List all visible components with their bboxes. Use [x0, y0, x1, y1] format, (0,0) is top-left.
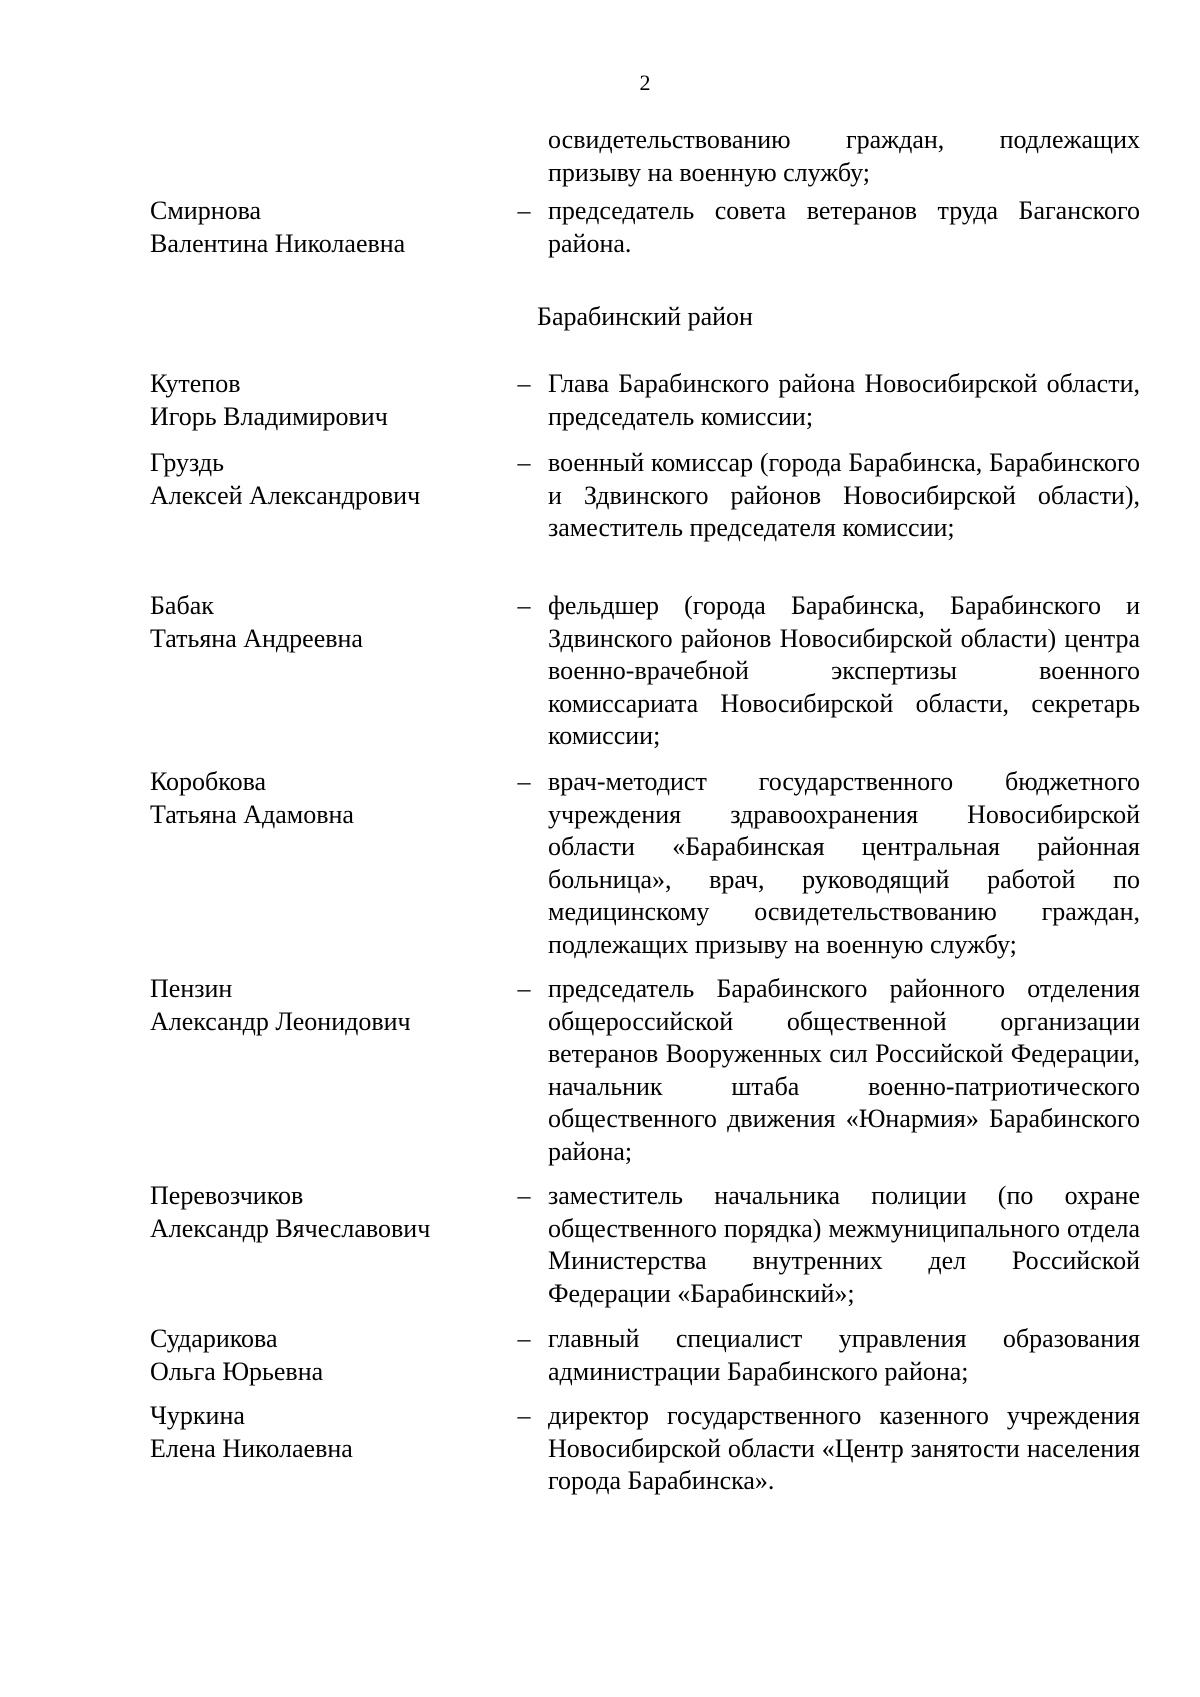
member-entry — [150, 973, 1140, 1168]
member-entry — [150, 1400, 1140, 1498]
member-given-names: Игорь Владимирович — [150, 401, 388, 431]
member-role: заместитель начальника полиции (по охране общественного порядка) межмуниципального отдела Министерства внутренних дел Российской Федерации «Барабинский»; — [548, 1181, 1140, 1308]
member-given-names: Александр Леонидович — [150, 1006, 411, 1036]
member-name — [150, 973, 500, 1038]
member-role: фельдшер (города Барабинска, Барабинского и Здвинского районов Новосибирской области) центра военно-врачебной экспертизы военного комиссариата Новосибирской области, секретарь комиссии; — [548, 591, 1140, 750]
continued-role-text: освидетельствованию граждан, подлежащих призыву на военную службу; — [548, 125, 1140, 187]
member-given-names: Александр Вячеславович — [150, 1213, 431, 1243]
member-given-names: Ольга Юрьевна — [150, 1356, 324, 1386]
dash-separator: – — [517, 1401, 531, 1430]
member-name — [150, 368, 500, 433]
member-given-names: Алексей Александрович — [150, 480, 421, 510]
member-role: Глава Барабинского района Новосибирской области, председатель комиссии; — [548, 369, 1140, 431]
member-given-names: Татьяна Андреевна — [150, 623, 363, 653]
dash-separator: – — [517, 767, 531, 796]
dash-separator: – — [517, 1324, 531, 1353]
dash-separator: – — [517, 369, 531, 398]
member-surname: Пензин — [150, 974, 233, 1003]
member-surname: Груздь — [150, 448, 224, 477]
member-given-names: Валентина Николаевна — [150, 228, 406, 258]
member-surname: Смирнова — [150, 196, 262, 225]
member-name — [150, 447, 500, 512]
member-role: председатель совета ветеранов труда Баганского района. — [548, 196, 1140, 258]
member-role: военный комиссар (города Барабинска, Барабинского и Здвинского районов Новосибирской области), заместитель председателя комиссии; — [548, 448, 1140, 542]
member-entry — [150, 590, 1140, 753]
member-entry — [150, 1323, 1140, 1388]
dash-separator: – — [517, 974, 531, 1003]
member-given-names: Татьяна Адамовна — [150, 799, 354, 829]
member-surname: Коробкова — [150, 767, 267, 796]
dash-separator: – — [517, 448, 531, 477]
member-entry — [150, 766, 1140, 961]
member-role: врач-методист государственного бюджетного учреждения здравоохранения Новосибирской области «Барабинская центральная районная больница», врач, руководящий работой по медицинскому освидетельствованию граждан, подлежащих призыву на военную службу; — [548, 767, 1140, 959]
member-role: главный специалист управления образования администрации Барабинского района; — [548, 1324, 1140, 1386]
member-surname: Чуркина — [150, 1401, 245, 1430]
member-entry — [150, 368, 1140, 433]
member-entry — [150, 1180, 1140, 1310]
member-entry — [150, 447, 1140, 545]
member-role: директор государственного казенного учреждения Новосибирской области «Центр занятости населения города Барабинска». — [548, 1401, 1140, 1495]
member-name — [150, 195, 500, 260]
member-name — [150, 590, 500, 655]
member-name — [150, 1323, 500, 1388]
member-surname: Перевозчиков — [150, 1181, 304, 1210]
dash-separator: – — [517, 196, 531, 225]
member-role: председатель Барабинского районного отделения общероссийской общественной организации ветеранов Вооруженных сил Российской Федерации, начальник штаба военно-патриотического общественного движения «Юнармия» Барабинского района; — [548, 974, 1140, 1166]
dash-separator: – — [517, 1181, 531, 1210]
member-surname: Сударикова — [150, 1324, 278, 1353]
member-name — [150, 1180, 500, 1245]
section-title: Барабинский район — [537, 302, 753, 331]
member-surname: Кутепов — [150, 369, 241, 398]
page-number: 2 — [639, 70, 651, 95]
member-surname: Бабак — [150, 591, 214, 620]
dash-separator: – — [517, 591, 531, 620]
member-name — [150, 1400, 500, 1465]
member-name — [150, 766, 500, 831]
member-given-names: Елена Николаевна — [150, 1433, 353, 1463]
member-entry — [150, 195, 1140, 260]
